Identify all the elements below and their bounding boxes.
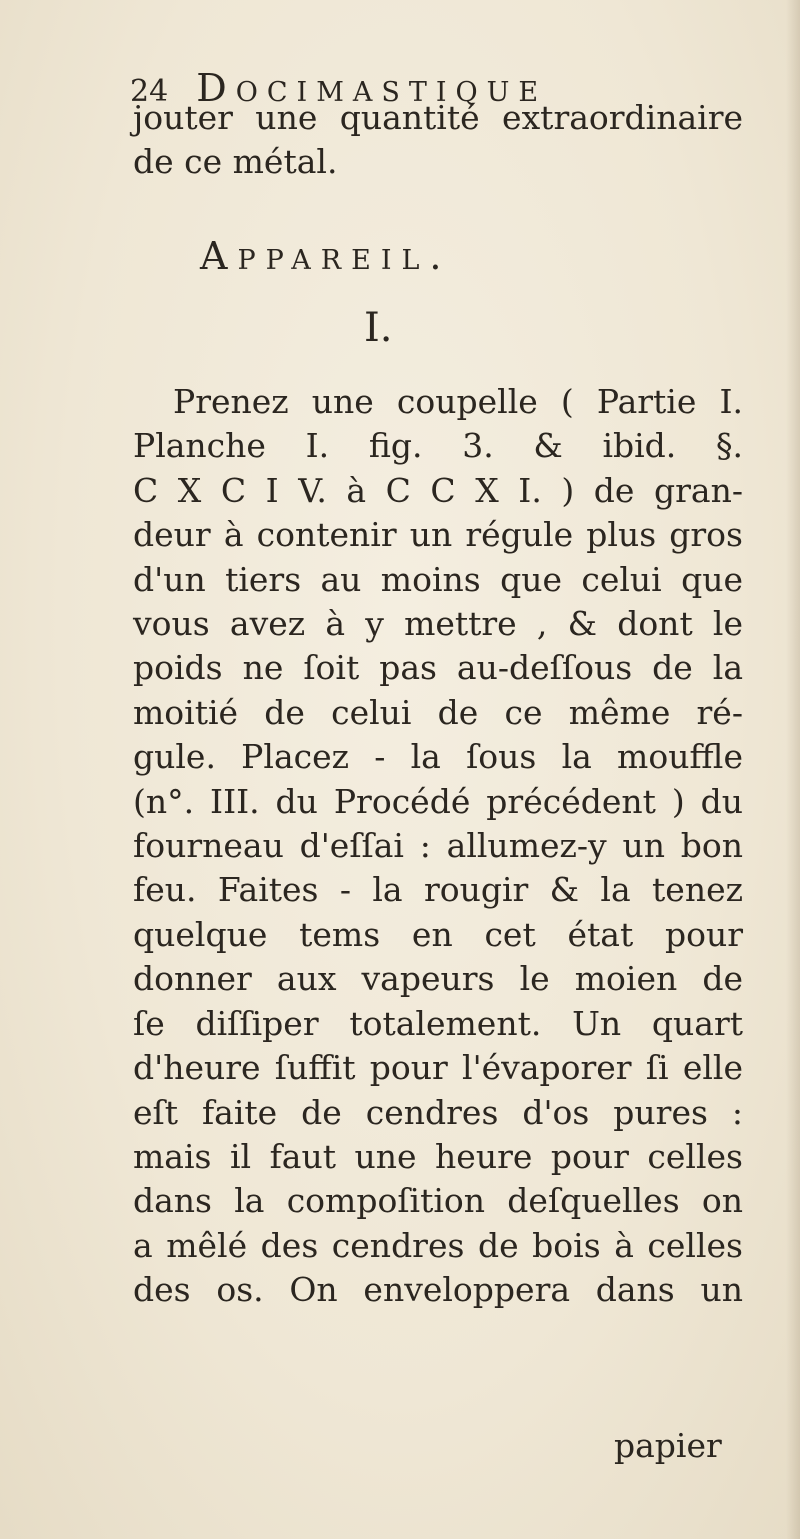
catchword: papier bbox=[614, 1426, 722, 1465]
page-edge-shadow bbox=[786, 0, 800, 1539]
text-line: a mêlé des cendres de bois à celles bbox=[133, 1225, 743, 1265]
section-numeral: I. bbox=[364, 305, 393, 351]
text-line: feu. Faites - la rougir & la tenez bbox=[133, 870, 743, 910]
text-line: Planche I. fig. 3. & ibid. §. bbox=[133, 426, 743, 466]
text-line: eſt faite de cendres d'os pures : bbox=[133, 1092, 743, 1132]
running-title: Docimastique bbox=[196, 66, 548, 110]
body-paragraph bbox=[133, 380, 743, 1313]
text-line: de ce métal. bbox=[133, 142, 338, 182]
text-line: poids ne ſoit pas au-deſſous de la bbox=[133, 648, 743, 688]
page-number: 24 bbox=[130, 74, 169, 109]
text-line: C X C I V. à C C X I. ) de gran- bbox=[133, 470, 743, 510]
text-line: mais il faut une heure pour celles bbox=[133, 1136, 743, 1176]
text-line: vous avez à y mettre , & dont le bbox=[133, 604, 743, 644]
text-line: d'heure ſuffit pour l'évaporer ſi elle bbox=[133, 1048, 743, 1088]
text-line: deur à contenir un régule plus gros bbox=[133, 515, 743, 555]
text-line: quelque tems en cet état pour bbox=[133, 914, 743, 954]
section-title: Appareil. bbox=[200, 234, 452, 278]
opening-paragraph bbox=[133, 96, 743, 185]
text-line: dans la compoſition deſquelles on bbox=[133, 1181, 743, 1221]
text-line: moitié de celui de ce même ré- bbox=[133, 692, 743, 732]
text-line: gule. Placez - la ſous la mouffle bbox=[133, 737, 743, 777]
text-line: fourneau d'eſſai : allumez-y un bon bbox=[133, 826, 743, 866]
text-line: d'un tiers au moins que celui que bbox=[133, 559, 743, 599]
text-line: (n°. III. du Procédé précédent ) du bbox=[133, 781, 743, 821]
text-line: Prenez une coupelle ( Partie I. bbox=[173, 382, 743, 421]
text-line: donner aux vapeurs le moien de bbox=[133, 959, 743, 999]
text-line: jouter une quantité extraordinaire bbox=[133, 98, 743, 137]
text-line: ſe diſſiper totalement. Un quart bbox=[133, 1003, 743, 1043]
text-line: des os. On enveloppera dans un bbox=[133, 1270, 743, 1310]
